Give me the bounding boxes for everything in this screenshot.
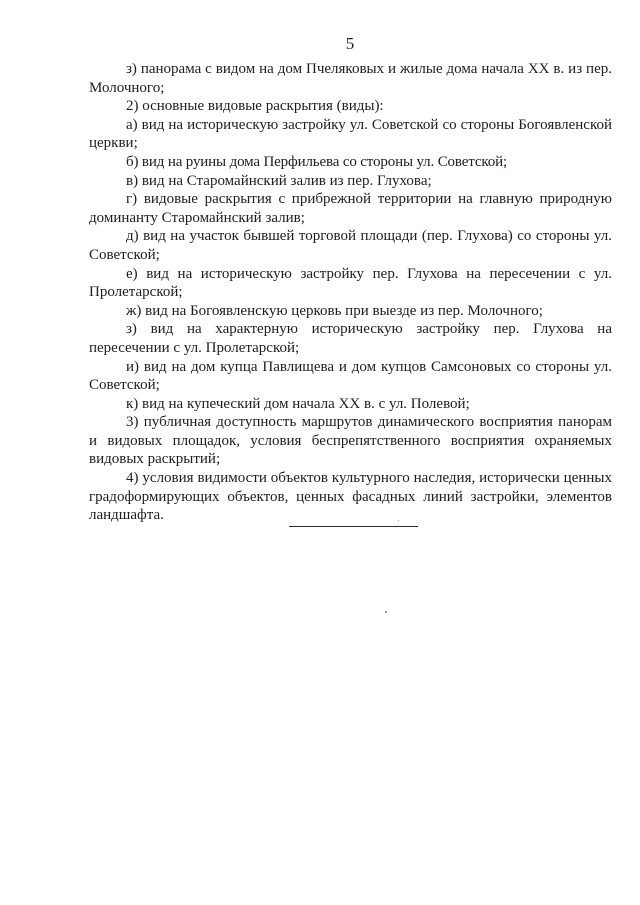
- paragraph-view-z: з) вид на характерную историческую застройку пер. Глухова на пересечении с ул. Пролетарской;: [89, 321, 612, 356]
- paragraph-view-a: а) вид на историческую застройку ул. Советской со стороны Богоявленской церкви;: [89, 116, 612, 152]
- paragraph-view-b: б) вид на руины дома Перфильева со стороны ул. Советской;: [126, 153, 507, 170]
- paragraph-view-d: д) вид на участок бывшей торговой площади (пер. Глухова) со стороны ул. Советской;: [89, 228, 612, 263]
- paragraph-view-g: г) видовые раскрытия с прибрежной территории на главную природную доминанту Старомайнский залив;: [89, 191, 612, 226]
- paragraph-public-access: 3) публичная доступность маршрутов динамического восприятия панорам и видовых площадок, условия беспрепятственного восприятия охраняемых видовых раскрытий;: [89, 414, 612, 468]
- scan-speck: [398, 520, 399, 521]
- paragraph-visibility-conditions: 4) условия видимости объектов культурного наследия, исторически ценных градоформирующих объектов, ценных фасадных линий застройки, элементов ландшафта.: [89, 470, 612, 524]
- scan-speck: [385, 611, 387, 613]
- page-number: 5: [345, 34, 355, 53]
- paragraph-view-zh: ж) вид на Богоявленскую церковь при выезде из пер. Молочного;: [126, 302, 543, 319]
- paragraph-panorama-pchelyakov: з) панорама с видом на дом Пчеляковых и жилые дома начала XX в. из пер. Молочного;: [89, 61, 612, 96]
- paragraph-view-k: к) вид на купеческий дом начала XX в. с ул. Полевой;: [126, 395, 470, 412]
- paragraph-view-v: в) вид на Старомайнский залив из пер. Глухова;: [126, 172, 432, 189]
- end-separator-line: [289, 526, 418, 527]
- document-body: [89, 60, 612, 525]
- paragraph-view-e: е) вид на историческую застройку пер. Глухова на пересечении с ул. Пролетарской;: [89, 265, 612, 301]
- paragraph-view-i: и) вид на дом купца Павлищева и дом купцов Самсоновых со стороны ул. Советской;: [89, 358, 612, 394]
- paragraph-main-views-heading: 2) основные видовые раскрытия (виды):: [126, 98, 384, 115]
